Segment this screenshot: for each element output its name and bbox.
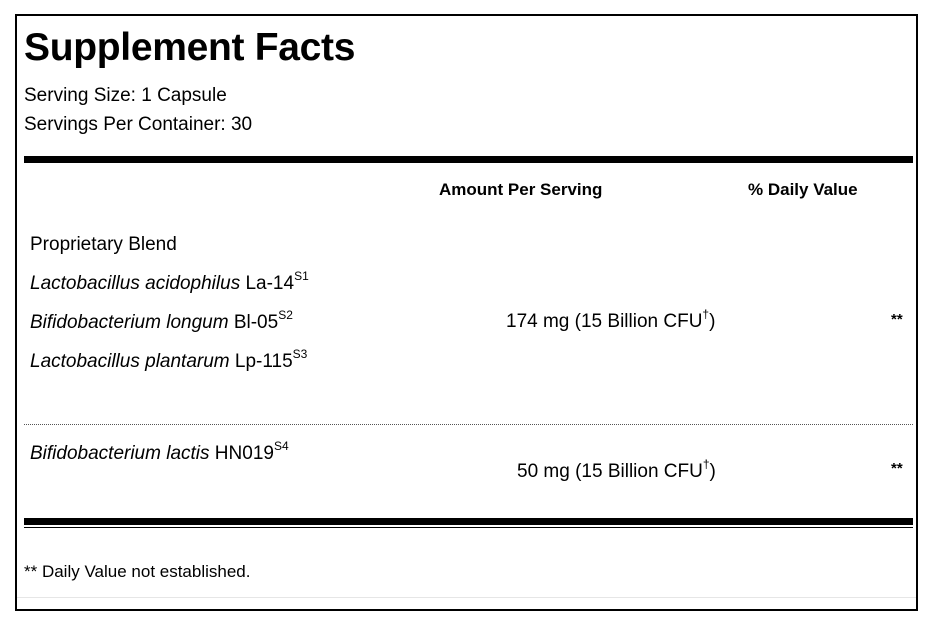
ingredient-species: Lactobacillus plantarum (30, 351, 230, 372)
single-amount (517, 457, 716, 483)
amount-per-serving-header: Amount Per Serving (439, 180, 603, 199)
servings-per-container: Servings Per Container: 30 (24, 114, 253, 135)
ingredient-species: Bifidobacterium lactis (30, 443, 210, 464)
amount-close: ) (709, 311, 716, 332)
blend-amount (506, 307, 716, 333)
ingredient-species: Bifidobacterium longum (30, 312, 229, 333)
dagger-mark: † (702, 307, 710, 321)
proprietary-blend-label: Proprietary Blend (30, 234, 177, 255)
bottom-thin-divider (24, 527, 913, 528)
blend-daily-value: ** (891, 311, 903, 328)
ingredient-species: Lactobacillus acidophilus (30, 273, 241, 294)
serving-size: Serving Size: 1 Capsule (24, 85, 227, 106)
ingredient-superscript: S2 (278, 308, 293, 322)
daily-value-footnote: ** Daily Value not established. (24, 562, 251, 581)
ingredient-strain: Bl-05 (228, 312, 279, 333)
panel-title: Supplement Facts (24, 26, 356, 69)
panel-bottom-rule (17, 597, 916, 598)
daily-value-header: % Daily Value (748, 180, 858, 199)
ingredient-superscript: S3 (292, 347, 308, 361)
amount-text: 50 mg (15 Billion CFU (517, 461, 703, 482)
ingredient-superscript: S4 (273, 439, 289, 453)
ingredient-row (30, 269, 309, 295)
ingredient-row (30, 347, 308, 373)
ingredient-strain: Lp-115 (229, 351, 293, 372)
ingredient-strain: La-14 (240, 273, 295, 294)
top-thick-divider (24, 156, 913, 163)
amount-close: ) (709, 461, 716, 482)
ingredient-superscript: S1 (294, 269, 309, 283)
bottom-thick-divider (24, 518, 913, 525)
amount-text: 174 mg (15 Billion CFU (506, 311, 703, 332)
ingredient-row (30, 308, 293, 334)
ingredient-strain: HN019 (209, 443, 274, 464)
single-daily-value: ** (891, 460, 903, 477)
dotted-divider (24, 424, 913, 425)
dagger-mark: † (702, 457, 710, 471)
ingredient-row (30, 439, 289, 465)
